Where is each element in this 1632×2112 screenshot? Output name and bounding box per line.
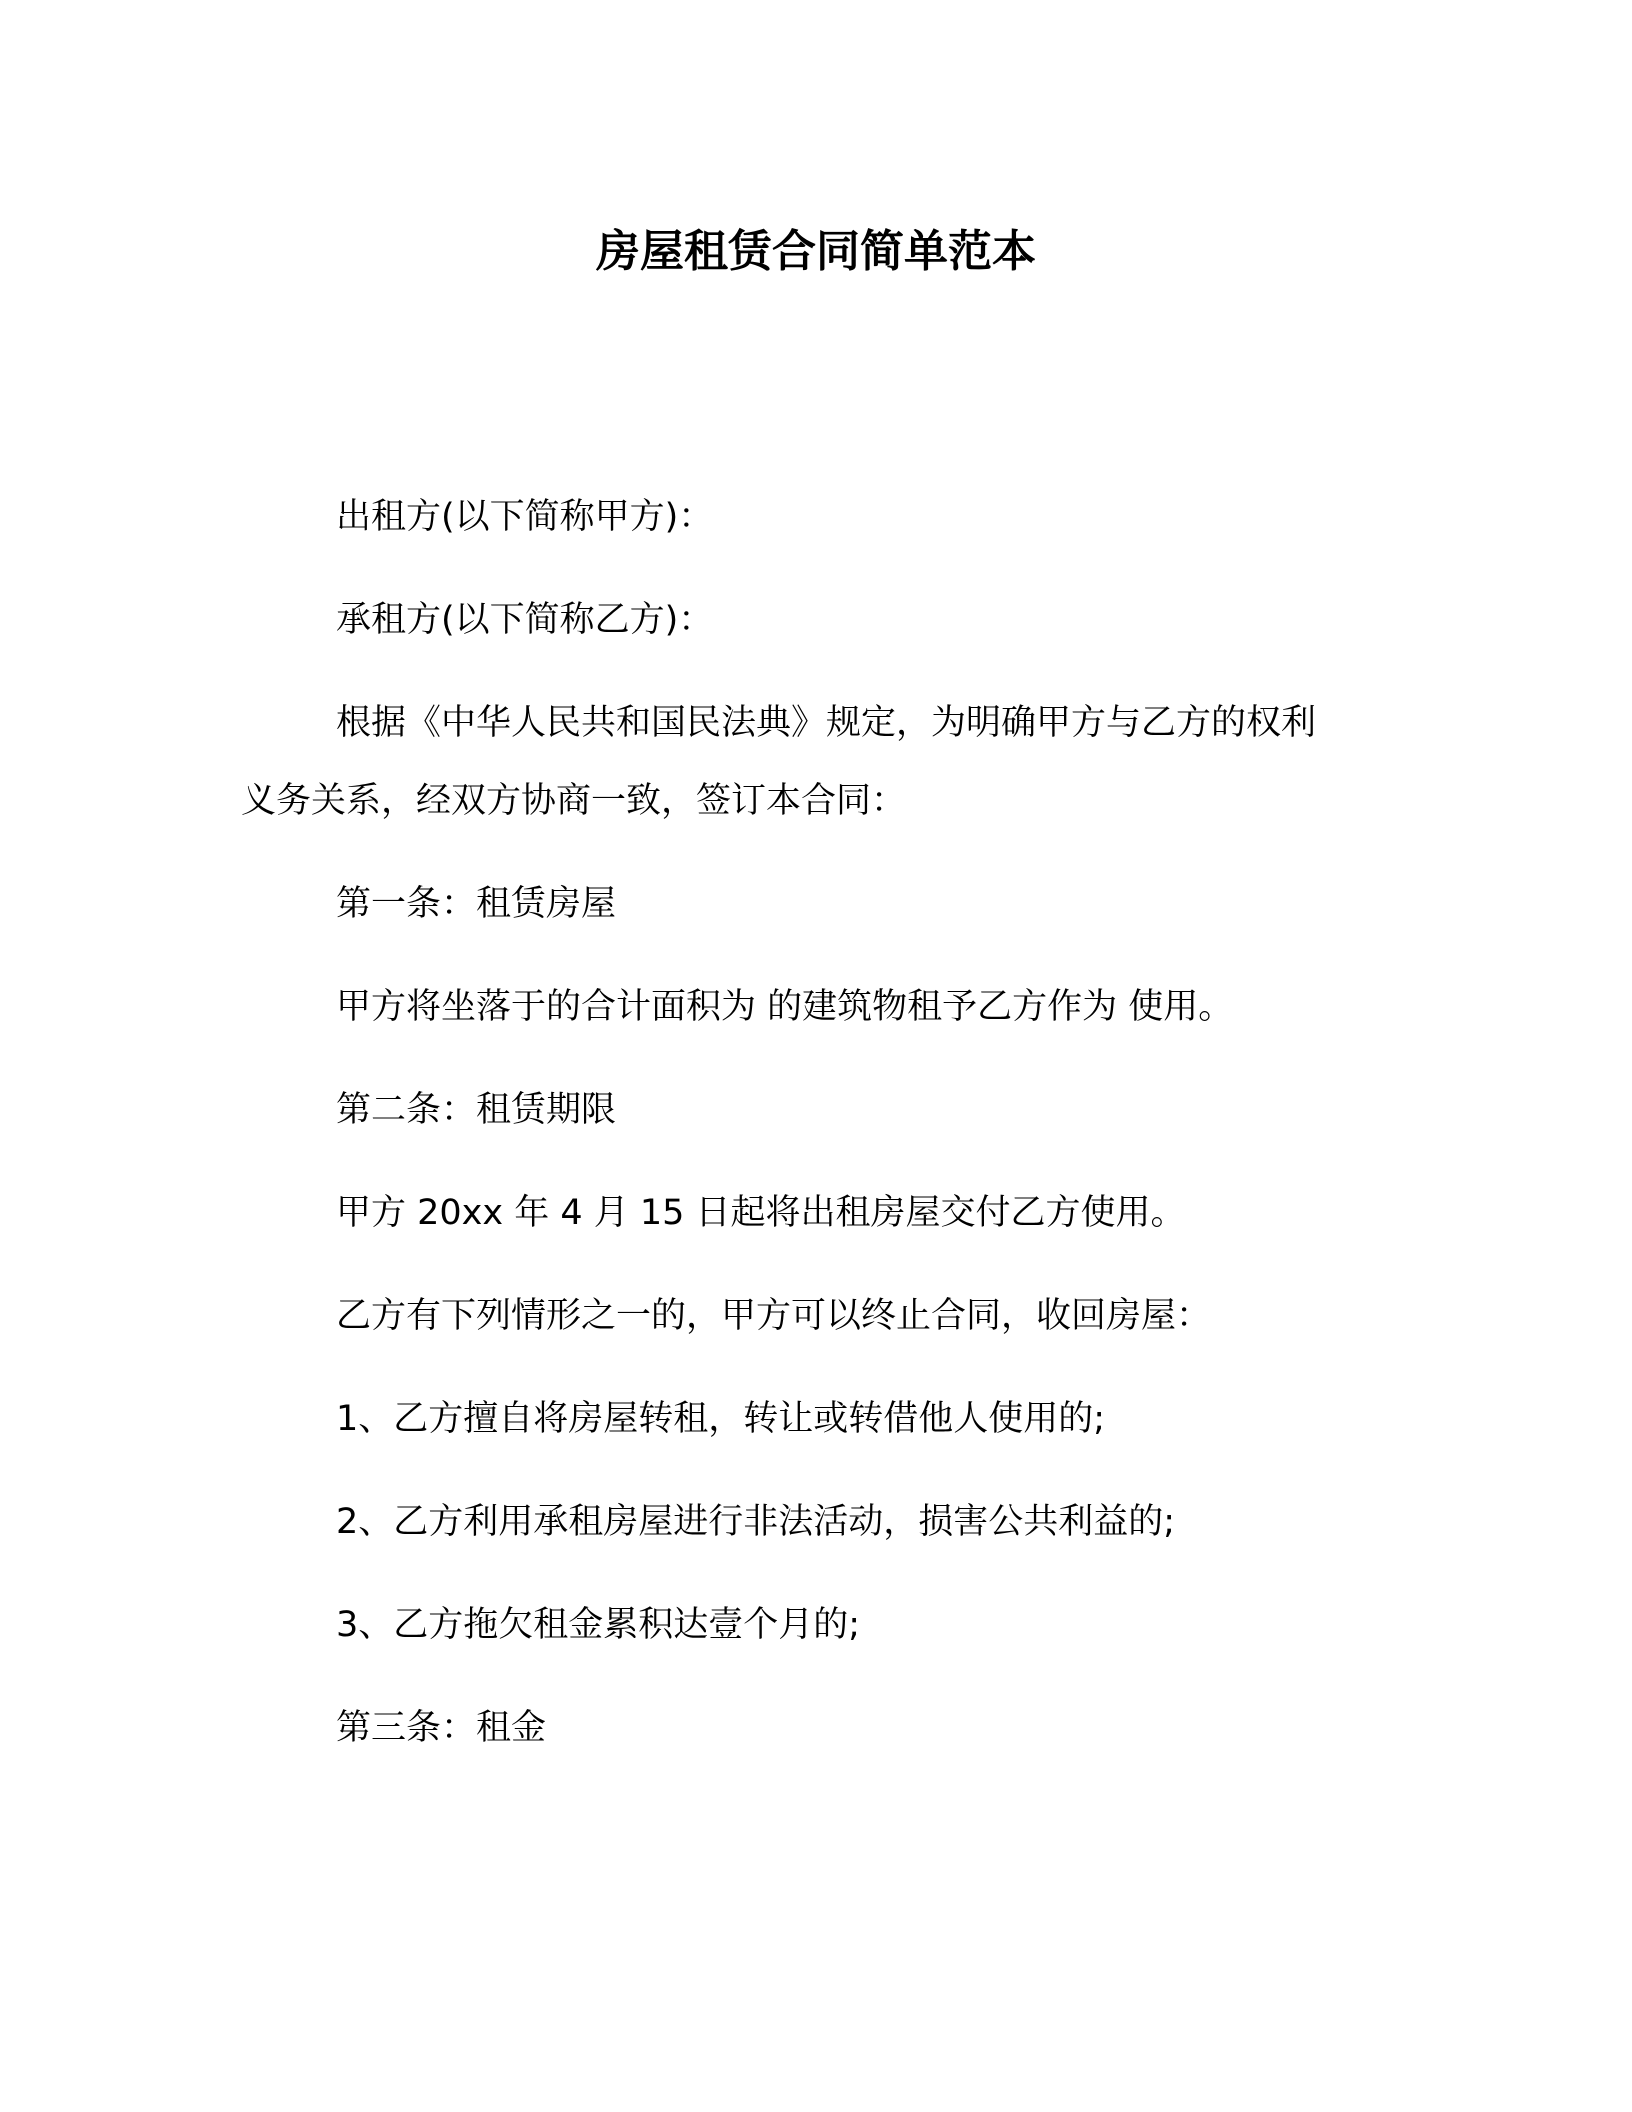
article-2-heading: 第二条：租赁期限 (336, 1090, 617, 1130)
article-3-heading: 第三条：租金 (336, 1708, 547, 1748)
termination-intro: 乙方有下列情形之一的，甲方可以终止合同，收回房屋： (336, 1296, 1212, 1336)
preamble-line-2: 义务关系，经双方协商一致，签订本合同： (241, 781, 907, 821)
lessee-line: 承租方(以下简称乙方)： (336, 600, 714, 640)
article-1-heading: 第一条：租赁房屋 (336, 884, 617, 924)
document-title: 房屋租赁合同简单范本 (596, 226, 1036, 277)
preamble-line-1: 根据《中华人民共和国民法典》规定，为明确甲方与乙方的权利 (336, 703, 1317, 743)
termination-item-2: 2、乙方利用承租房屋进行非法活动，损害公共利益的; (336, 1502, 1176, 1542)
lessor-line: 出租方(以下简称甲方)： (336, 497, 714, 537)
article-2-text: 甲方 20xx 年 4 月 15 日起将出租房屋交付乙方使用。 (336, 1193, 1186, 1233)
termination-item-3: 3、乙方拖欠租金累积达壹个月的; (336, 1605, 861, 1645)
termination-item-1: 1、乙方擅自将房屋转租，转让或转借他人使用的; (336, 1399, 1106, 1439)
article-1-text: 甲方将坐落于的合计面积为 的建筑物租予乙方作为 使用。 (336, 987, 1234, 1027)
